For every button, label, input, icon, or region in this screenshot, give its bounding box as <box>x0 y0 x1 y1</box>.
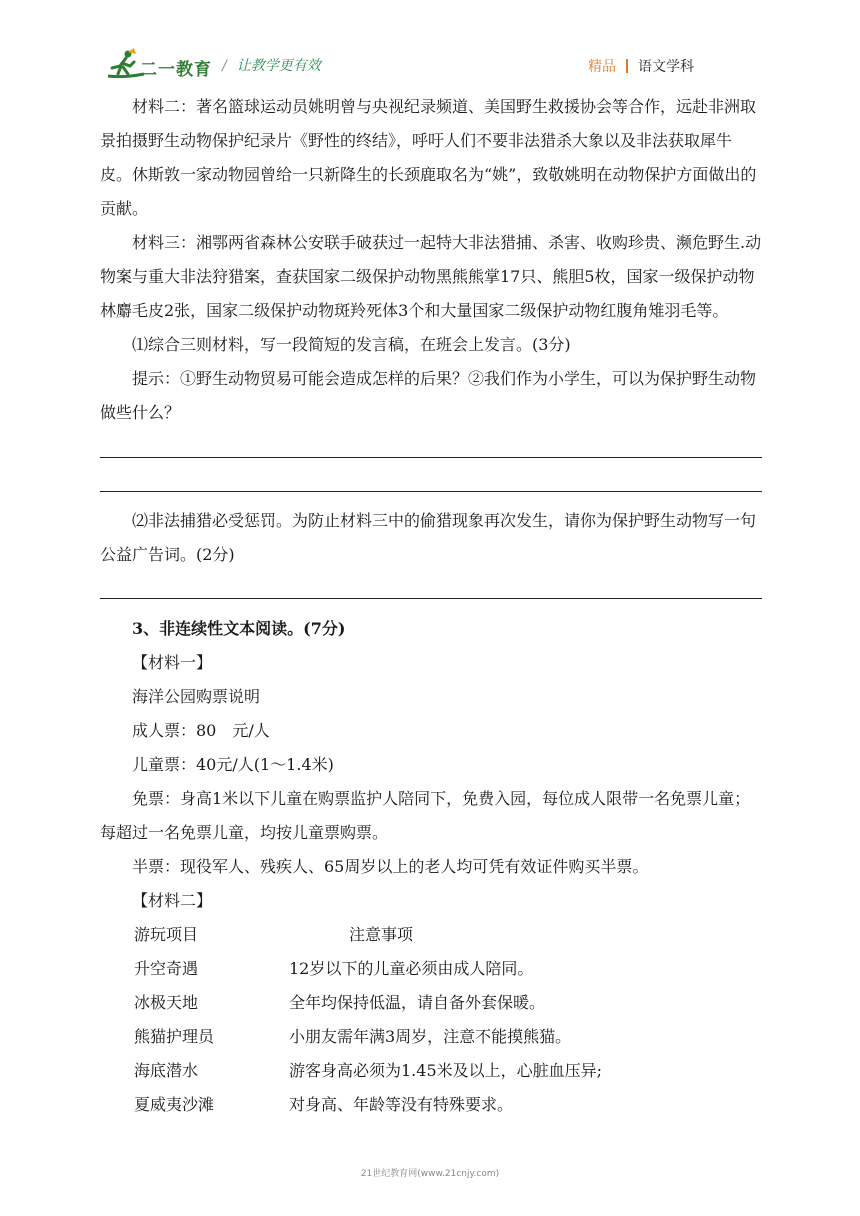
project-name: 夏威夷沙滩 <box>134 1095 215 1114</box>
ticket-title: 海洋公园购票说明 <box>132 687 261 706</box>
table-row <box>100 1088 762 1122</box>
hint: 提示：①野生动物贸易可能会造成怎样的后果？②我们作为小学生，可以为保护野生动物做些什么？ <box>100 369 757 422</box>
table-row <box>100 1020 762 1054</box>
table-row <box>100 1054 762 1088</box>
question-2: ⑵非法捕猎必受惩罚。为防止材料三中的偷猎现象再次发生，请你为保护野生动物写一句公益广告词。(2分) <box>100 511 757 564</box>
subject-label: 语文学科 <box>638 59 694 75</box>
header-project: 游玩项目 <box>134 925 199 944</box>
table-row <box>100 952 762 986</box>
project-name: 熊猫护理员 <box>134 1027 215 1046</box>
project-note: 游客身高必须为1.45米及以上，心脏血压异; <box>289 1061 603 1080</box>
header-divider <box>626 59 628 73</box>
slogan: / 让教学更有效 <box>222 58 321 74</box>
slogan-text: 让教学更有效 <box>236 58 321 74</box>
material-1-heading: 【材料一】 <box>132 653 213 672</box>
project-note: 小朋友需年满3周岁，注意不能摸熊猫。 <box>289 1027 572 1046</box>
adult-ticket: 成人票：80 元/人 <box>132 721 270 740</box>
document-body <box>100 90 762 1122</box>
material-3: 材料三：湘鄂两省森林公安联手破获过一起特大非法猎捕、杀害、收购珍贵、濒危野生.动物案与重大非法狩猎案，查获国家二级保护动物黑熊熊掌17只、熊胆5枚，国家一级保护动物林麝毛皮2张，国家二级保护动物斑羚死体3个和大量国家二级保护动物红腹角雉羽毛等。 <box>100 233 762 320</box>
material-2-heading: 【材料二】 <box>132 891 213 910</box>
header-notes: 注意事项 <box>349 925 414 944</box>
project-name: 冰极天地 <box>134 993 199 1012</box>
answer-line-1[interactable] <box>100 430 762 464</box>
question-1: ⑴综合三则材料，写一段简短的发言稿，在班会上发言。(3分) <box>132 335 571 354</box>
answer-line-2[interactable] <box>100 464 762 498</box>
quality-label: 精品 <box>588 59 616 75</box>
section-3-title: 3、非连续性文本阅读。(7分) <box>132 619 346 638</box>
logo-text: 二一教育 <box>140 60 212 80</box>
project-note: 12岁以下的儿童必须由成人陪同。 <box>289 959 534 978</box>
project-note: 全年均保持低温，请自备外套保暖。 <box>289 993 546 1012</box>
project-note: 对身高、年龄等没有特殊要求。 <box>289 1095 514 1114</box>
header-subject <box>588 56 694 76</box>
child-ticket: 儿童票：40元/人(1～1.4米) <box>132 755 334 774</box>
table-row <box>100 986 762 1020</box>
half-ticket: 半票：现役军人、残疾人、65周岁以上的老人均可凭有效证件购买半票。 <box>132 857 649 876</box>
table-header <box>100 918 762 952</box>
project-name: 海底潜水 <box>134 1061 199 1080</box>
answer-line-3[interactable] <box>100 572 762 606</box>
page-footer: 21世纪教育网(www.21cnjy.com) <box>360 1169 500 1179</box>
material-2: 材料二：著名篮球运动员姚明曾与央视纪录频道、美国野生救援协会等合作，远赴非洲取景拍摄野生动物保护纪录片《野性的终结》，呼吁人们不要非法猎杀大象以及非法获取犀牛皮。休斯敦一家动物园曾给一只新降生的长颈鹿取名为“姚”，致敬姚明在动物保护方面做出的贡献。 <box>100 97 757 218</box>
project-name: 升空奇遇 <box>134 959 199 978</box>
page-header <box>0 0 860 90</box>
free-ticket: 免票：身高1米以下儿童在购票监护人陪同下，免费入园，每位成人限带一名免票儿童；每超过一名免票儿童，均按儿童票购票。 <box>100 789 751 842</box>
